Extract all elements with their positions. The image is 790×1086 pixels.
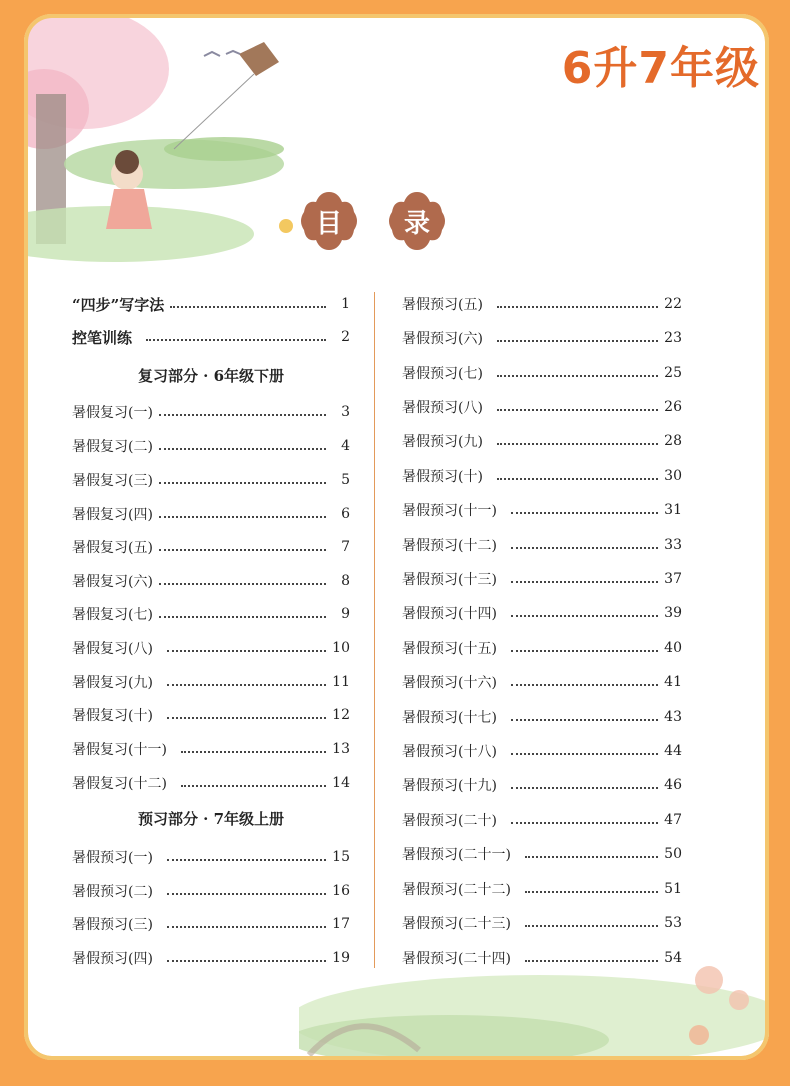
toc-entry[interactable] — [72, 325, 350, 349]
toc-badge-1 — [298, 190, 360, 252]
section-heading-preview: 预习部分 · 7年级上册 — [137, 810, 285, 828]
dot-leader — [511, 718, 658, 721]
toc-entry[interactable] — [72, 569, 350, 593]
toc-entry[interactable] — [72, 535, 350, 559]
toc-entry-page: 6 — [341, 506, 350, 522]
toc-entry-title: 暑假预习(十三) — [402, 572, 497, 588]
toc-entry-page: 17 — [332, 916, 350, 932]
toc-entry-page: 9 — [341, 606, 350, 622]
toc-entry-title: 暑假复习(一) — [72, 405, 153, 421]
toc-entry[interactable] — [402, 705, 682, 729]
toc-entry-page: 33 — [664, 537, 682, 553]
toc-entry-title: 暑假预习(十六) — [402, 675, 497, 691]
dot-leader — [525, 855, 658, 858]
toc-entry[interactable] — [402, 739, 682, 763]
toc-entry-page: 4 — [341, 438, 350, 454]
toc-entry-title: 暑假预习(十七) — [402, 710, 497, 726]
toc-entry-title: 暑假预习(四) — [72, 951, 153, 967]
toc-entry-title: 暑假预习(五) — [402, 297, 483, 313]
dot-leader — [525, 924, 658, 927]
section-heading-review: 复习部分 · 6年级下册 — [137, 367, 285, 385]
dot-leader — [511, 821, 658, 824]
toc-entry-page: 13 — [332, 741, 350, 757]
dot-leader — [181, 784, 326, 787]
toc-entry-title: 暑假预习(十四) — [402, 606, 497, 622]
toc-entry[interactable] — [402, 911, 682, 935]
toc-entry-title: 暑假预习(七) — [402, 366, 483, 382]
toc-entry[interactable] — [72, 946, 350, 970]
toc-entry-page: 44 — [664, 743, 682, 759]
toc-entry-page: 12 — [332, 707, 350, 723]
toc-entry-page: 11 — [332, 674, 350, 690]
toc-entry[interactable] — [72, 670, 350, 694]
toc-entry-page: 25 — [664, 365, 682, 381]
toc-entry-title: 暑假预习(一) — [72, 850, 153, 866]
dot-leader — [511, 546, 658, 549]
toc-entry-page: 10 — [332, 640, 350, 656]
toc-entry-title: 暑假预习(二十四) — [402, 951, 511, 967]
toc-entry-title: 暑假复习(九) — [72, 675, 153, 691]
grade-title: 6升7年级 — [561, 43, 760, 94]
toc-entry-title: 暑假预习(二十二) — [402, 882, 511, 898]
toc-entry-page: 23 — [664, 330, 682, 346]
toc-entry-title: 暑假复习(八) — [72, 641, 153, 657]
toc-entry-page: 26 — [664, 399, 682, 415]
dot-leader — [159, 447, 326, 450]
dot-leader — [511, 786, 658, 789]
toc-entry-page: 30 — [664, 468, 682, 484]
toc-entry[interactable] — [72, 879, 350, 903]
toc-entry-page: 2 — [341, 329, 350, 345]
toc-entry[interactable] — [402, 808, 682, 832]
toc-entry-title: 暑假预习(二十) — [402, 813, 497, 829]
toc-entry-title: 暑假复习(十一) — [72, 742, 167, 758]
dot-leader — [511, 649, 658, 652]
toc-entry-title: 暑假预习(三) — [72, 917, 153, 933]
dot-leader — [181, 750, 326, 753]
toc-entry[interactable] — [402, 773, 682, 797]
toc-entry-page: 28 — [664, 433, 682, 449]
toc-entry[interactable] — [402, 464, 682, 488]
toc-entry[interactable] — [402, 429, 682, 453]
toc-entry[interactable] — [72, 400, 350, 424]
toc-heading — [298, 190, 448, 252]
toc-entry[interactable] — [402, 946, 682, 970]
toc-entry[interactable] — [72, 845, 350, 869]
toc-entry[interactable] — [402, 601, 682, 625]
dot-leader — [167, 925, 326, 928]
toc-entry-title: 暑假复习(四) — [72, 507, 153, 523]
dot-leader — [497, 374, 658, 377]
toc-entry-title: 暑假预习(十五) — [402, 641, 497, 657]
dot-leader — [159, 481, 326, 484]
toc-entry-page: 50 — [664, 846, 682, 862]
toc-entry-page: 37 — [664, 571, 682, 587]
dot-leader — [167, 716, 326, 719]
toc-entry-page: 3 — [341, 404, 350, 420]
toc-entry-title: 暑假预习(十八) — [402, 744, 497, 760]
toc-entry-page: 31 — [664, 502, 682, 518]
toc-entry-title: 暑假预习(二) — [72, 884, 153, 900]
dot-leader — [159, 515, 326, 518]
toc-entry-page: 7 — [341, 539, 350, 555]
toc-entry[interactable] — [402, 292, 682, 316]
toc-entry-title: 暑假预习(二十一) — [402, 847, 511, 863]
toc-entry-page: 5 — [341, 472, 350, 488]
dot-leader — [167, 959, 326, 962]
toc-entry-page: 19 — [332, 950, 350, 966]
dot-leader — [497, 339, 658, 342]
toc-entry-title: 暑假预习(六) — [402, 331, 483, 347]
toc-entry-title: 暑假复习(十二) — [72, 776, 167, 792]
toc-entry[interactable] — [72, 434, 350, 458]
toc-entry-page: 46 — [664, 777, 682, 793]
toc-entry-title: 暑假预习(二十三) — [402, 916, 511, 932]
dot-leader — [511, 511, 658, 514]
toc-entry[interactable] — [72, 502, 350, 526]
dot-leader — [167, 683, 326, 686]
toc-entry-page: 40 — [664, 640, 682, 656]
toc-entry-title: 暑假预习(十九) — [402, 778, 497, 794]
toc-entry-page: 51 — [664, 881, 682, 897]
toc-entry-title: 暑假复习(二) — [72, 439, 153, 455]
illustration-girl-tree-kite — [24, 14, 324, 264]
dot-leader — [159, 615, 326, 618]
toc-entry[interactable] — [72, 602, 350, 626]
toc-entry[interactable] — [402, 636, 682, 660]
toc-badge-2 — [386, 190, 448, 252]
toc-entry[interactable] — [402, 361, 682, 385]
dot-leader — [525, 959, 658, 962]
toc-char-1: 目 — [315, 208, 342, 239]
dot-leader — [159, 548, 326, 551]
dot-leader — [497, 477, 658, 480]
toc-entry-page: 14 — [332, 775, 350, 791]
toc-entry-page: 8 — [341, 573, 350, 589]
toc-entry-title: 暑假预习(十一) — [402, 503, 497, 519]
toc-entry-title: 暑假复习(六) — [72, 574, 153, 590]
dot-leader — [525, 890, 658, 893]
toc-entry-title: 暑假预习(九) — [402, 434, 483, 450]
toc-entry[interactable] — [402, 877, 682, 901]
dot-leader — [511, 614, 658, 617]
toc-entry-title: 暑假复习(十) — [72, 708, 153, 724]
toc-entry[interactable] — [72, 771, 350, 795]
dot-leader — [159, 582, 326, 585]
toc-entry-title: 暑假预习(十) — [402, 469, 483, 485]
dot-leader — [167, 649, 326, 652]
toc-entry[interactable] — [72, 737, 350, 761]
toc-entry[interactable] — [72, 703, 350, 727]
toc-entry-page: 39 — [664, 605, 682, 621]
toc-entry-page: 54 — [664, 950, 682, 966]
dot-leader — [511, 580, 658, 583]
toc-entry-page: 47 — [664, 812, 682, 828]
toc-entry[interactable] — [402, 395, 682, 419]
toc-char-2: 录 — [403, 208, 430, 239]
toc-entry[interactable] — [402, 533, 682, 557]
toc-entry[interactable] — [72, 636, 350, 660]
dot-leader — [497, 408, 658, 411]
toc-entry[interactable] — [72, 468, 350, 492]
toc-entry[interactable] — [402, 567, 682, 591]
toc-entry-title: 暑假复习(七) — [72, 607, 153, 623]
toc-entry-title: 暑假预习(八) — [402, 400, 483, 416]
toc-entry-page: 1 — [341, 296, 350, 312]
toc-entry-page: 43 — [664, 709, 682, 725]
toc-entry-page: 15 — [332, 849, 350, 865]
toc-entry[interactable] — [402, 670, 682, 694]
dot-leader — [167, 892, 326, 895]
column-divider — [374, 292, 375, 968]
dot-leader — [159, 413, 326, 416]
toc-entry-page: 41 — [664, 674, 682, 690]
toc-entry-page: 16 — [332, 883, 350, 899]
toc-entry-title: “四步”写字法 — [72, 295, 165, 314]
toc-entry[interactable] — [402, 498, 682, 522]
toc-entry[interactable] — [402, 326, 682, 350]
dot-leader — [167, 858, 326, 861]
dot-leader — [497, 442, 658, 445]
toc-entry-title: 暑假复习(三) — [72, 473, 153, 489]
toc-entry-title: 暑假复习(五) — [72, 540, 153, 556]
toc-entry-title: 暑假预习(十二) — [402, 538, 497, 554]
toc-entry[interactable] — [72, 292, 350, 316]
toc-entry-title: 控笔训练 — [72, 328, 133, 347]
toc-entry-page: 53 — [664, 915, 682, 931]
dot-leader — [146, 338, 326, 341]
dot-leader — [511, 752, 658, 755]
toc-entry-page: 22 — [664, 296, 682, 312]
toc-entry[interactable] — [402, 842, 682, 866]
dot-leader — [511, 683, 658, 686]
dot-leader — [170, 305, 326, 308]
toc-entry[interactable] — [72, 912, 350, 936]
dot-leader — [497, 305, 658, 308]
